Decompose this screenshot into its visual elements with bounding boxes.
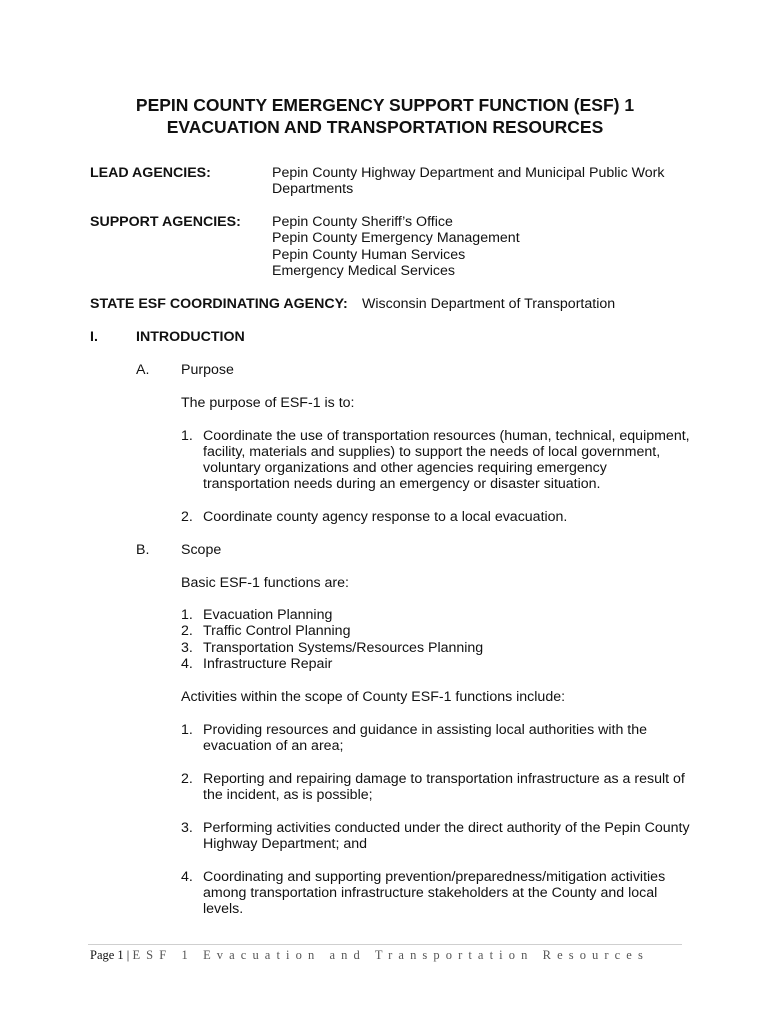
support-agencies-label: SUPPORT AGENCIES:: [90, 214, 241, 230]
section-heading: INTRODUCTION: [136, 329, 245, 345]
subsection-heading: Purpose: [181, 362, 234, 378]
list-item-line: Evacuation Planning: [203, 607, 333, 623]
state-coordinating-label: STATE ESF COORDINATING AGENCY:: [90, 296, 348, 312]
list-item-line: Coordinate the use of transportation resources (human, technical, equipment,: [203, 428, 690, 444]
subsection-letter: B.: [136, 542, 150, 558]
list-item-number: 2.: [181, 623, 193, 639]
list-item-line: levels.: [203, 901, 244, 917]
support-agency-item: Pepin County Emergency Management: [272, 230, 520, 246]
list-item-number: 2.: [181, 509, 193, 525]
page-footer: [90, 948, 649, 963]
running-title: ESF 1 Evacuation and Transportation Resources: [132, 948, 649, 962]
list-item-line: the incident, as is possible;: [203, 787, 373, 803]
list-item-line: Traffic Control Planning: [203, 623, 351, 639]
document-title-line-2: EVACUATION AND TRANSPORTATION RESOURCES: [166, 117, 604, 137]
paragraph: Basic ESF-1 functions are:: [181, 575, 349, 591]
list-item-line: facility, materials and supplies) to support the needs of local government,: [203, 444, 661, 460]
list-item-line: evacuation of an area;: [203, 738, 344, 754]
list-item-number: 3.: [181, 820, 193, 836]
list-item-line: transportation needs during an emergency or disaster situation.: [203, 476, 601, 492]
subsection-letter: A.: [136, 362, 150, 378]
subsection-heading: Scope: [181, 542, 222, 558]
list-item-line: among transportation infrastructure stakeholders at the County and local: [203, 885, 658, 901]
list-item-number: 3.: [181, 640, 193, 656]
lead-agencies-line: Departments: [272, 181, 354, 197]
list-item-line: Coordinate county agency response to a local evacuation.: [203, 509, 568, 525]
section-number: I.: [90, 329, 98, 345]
support-agency-item: Pepin County Sheriff’s Office: [272, 214, 453, 230]
list-item-line: Coordinating and supporting prevention/preparedness/mitigation activities: [203, 869, 666, 885]
paragraph: Activities within the scope of County ESF-1 functions include:: [181, 689, 566, 705]
list-item-line: voluntary organizations and other agencies requiring emergency: [203, 460, 607, 476]
lead-agencies-line: Pepin County Highway Department and Municipal Public Work: [272, 165, 665, 181]
list-item-number: 4.: [181, 656, 193, 672]
list-item-number: 4.: [181, 869, 193, 885]
support-agency-item: Pepin County Human Services: [272, 247, 466, 263]
list-item-line: Transportation Systems/Resources Planning: [203, 640, 484, 656]
page-number-label: Page 1 |: [90, 948, 130, 962]
document-title-line-1: PEPIN COUNTY EMERGENCY SUPPORT FUNCTION (ESF) 1: [135, 95, 635, 115]
list-item-number: 1.: [181, 607, 193, 623]
support-agency-item: Emergency Medical Services: [272, 263, 455, 279]
list-item-line: Providing resources and guidance in assisting local authorities with the: [203, 722, 648, 738]
list-item-number: 1.: [181, 722, 193, 738]
paragraph: The purpose of ESF-1 is to:: [181, 395, 355, 411]
list-item-number: 1.: [181, 428, 193, 444]
state-coordinating-value: Wisconsin Department of Transportation: [362, 296, 616, 312]
list-item-line: Performing activities conducted under the direct authority of the Pepin County: [203, 820, 690, 836]
lead-agencies-label: LEAD AGENCIES:: [90, 165, 211, 181]
list-item-line: Infrastructure Repair: [203, 656, 333, 672]
list-item-line: Reporting and repairing damage to transportation infrastructure as a result of: [203, 771, 685, 787]
list-item-line: Highway Department; and: [203, 836, 368, 852]
list-item-number: 2.: [181, 771, 193, 787]
footer-divider: [88, 944, 682, 945]
